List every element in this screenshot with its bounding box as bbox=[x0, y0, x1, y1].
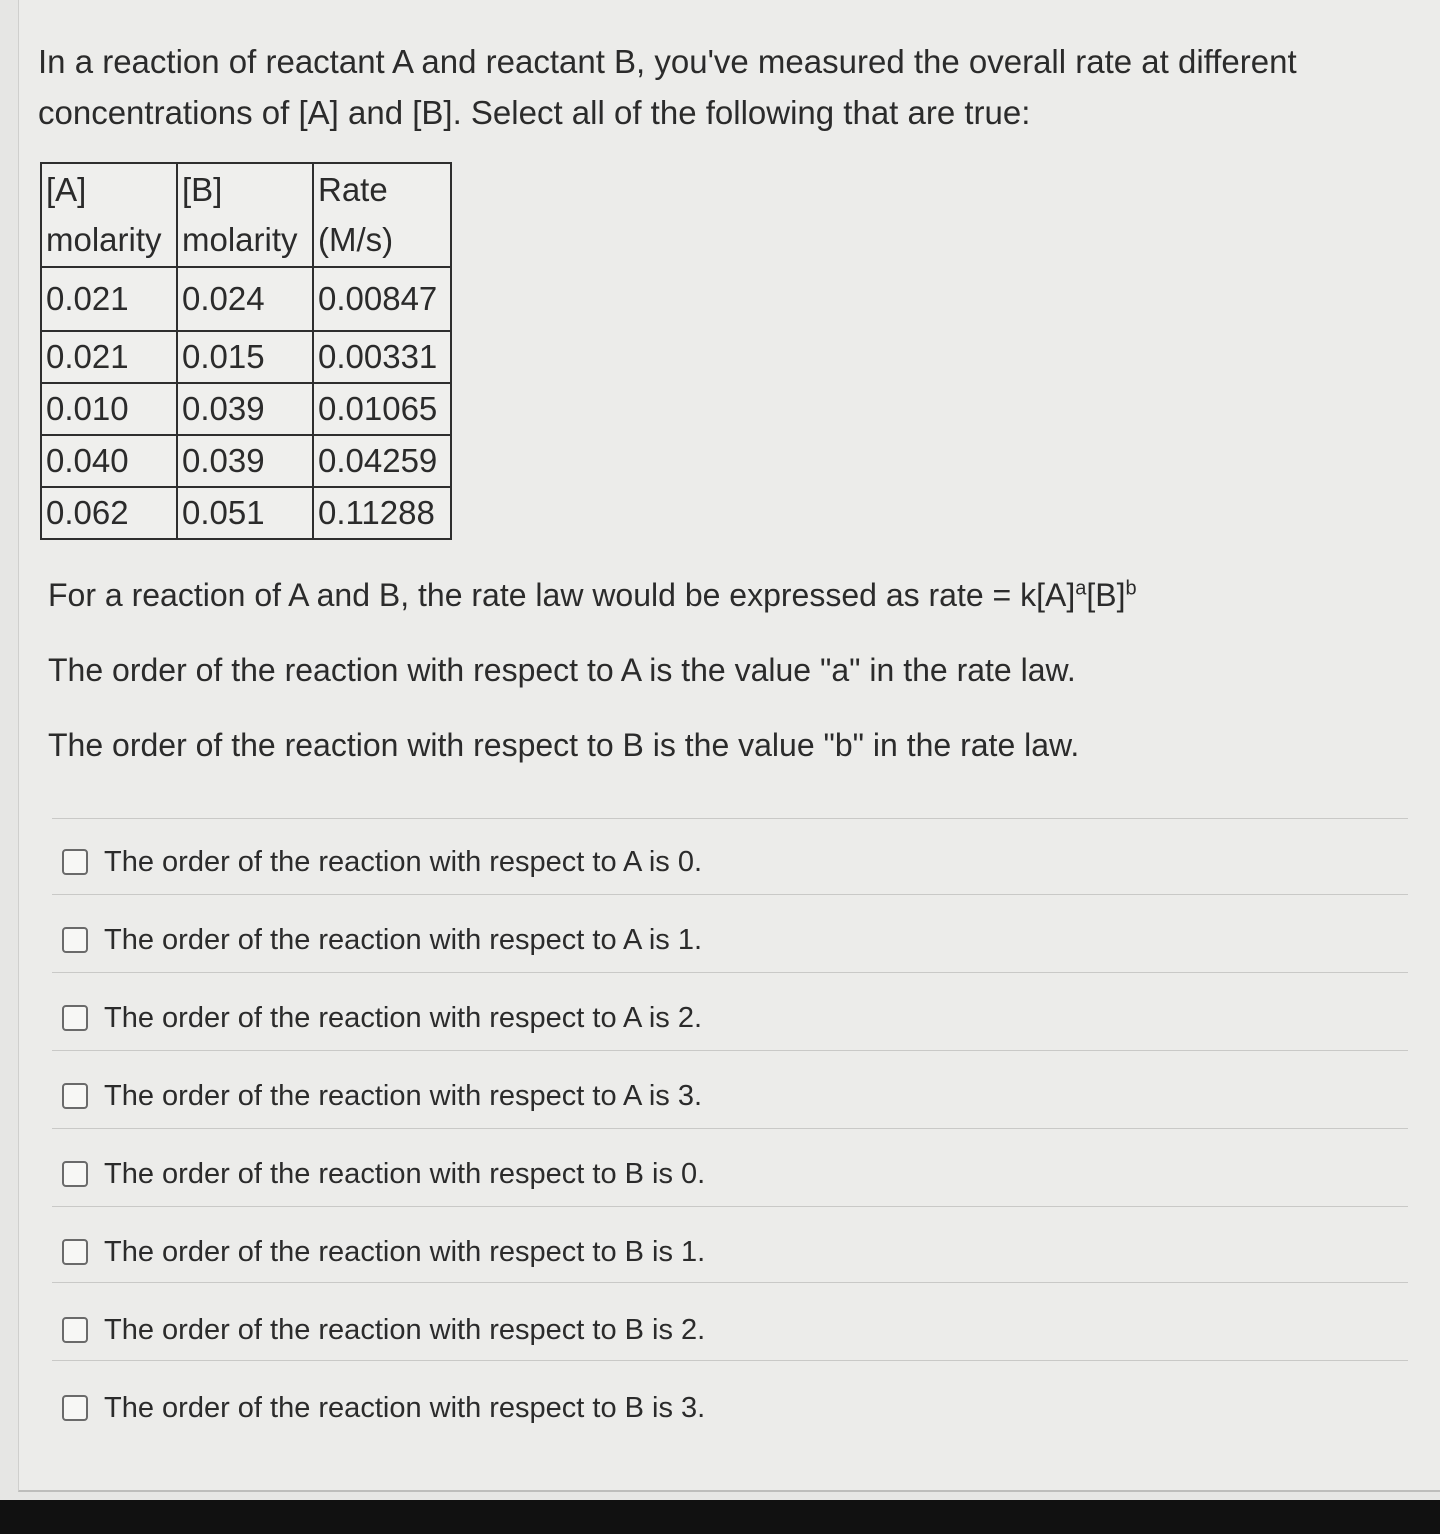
table-cell: 0.062 bbox=[41, 487, 177, 539]
option-label: The order of the reaction with respect to A is 1. bbox=[104, 923, 703, 956]
header-unit: (M/s) bbox=[318, 221, 394, 258]
table-cell: 0.040 bbox=[41, 435, 177, 487]
exponent-a: a bbox=[1075, 577, 1087, 600]
monitor-bezel bbox=[0, 1500, 1440, 1534]
table-cell: 0.01065 bbox=[313, 383, 451, 435]
checkbox[interactable] bbox=[62, 1161, 88, 1187]
option-label: The order of the reaction with respect to A is 3. bbox=[104, 1079, 703, 1112]
concentration-rate-table bbox=[40, 162, 452, 540]
table-cell: 0.015 bbox=[177, 331, 313, 383]
checkbox[interactable] bbox=[62, 927, 88, 953]
option-label: The order of the reaction with respect to B is 2. bbox=[104, 1313, 706, 1346]
table-cell: 0.00331 bbox=[313, 331, 451, 383]
question-line-1: In a reaction of reactant A and reactant B, you've measured the overall rate at different bbox=[38, 43, 1297, 80]
checkbox[interactable] bbox=[62, 1395, 88, 1421]
table-row bbox=[41, 267, 451, 331]
divider bbox=[52, 972, 1408, 973]
header-a-molarity bbox=[41, 163, 177, 267]
divider bbox=[52, 1050, 1408, 1051]
table-header-row bbox=[41, 163, 451, 267]
option-label: The order of the reaction with respect to B is 3. bbox=[104, 1391, 706, 1424]
checkbox[interactable] bbox=[62, 1317, 88, 1343]
rate-law-mid: [B] bbox=[1086, 577, 1126, 613]
order-a-text: The order of the reaction with respect to A is the value "a" in the rate law. bbox=[48, 652, 1076, 688]
checkbox[interactable] bbox=[62, 1005, 88, 1031]
table-row bbox=[41, 331, 451, 383]
table-cell: 0.051 bbox=[177, 487, 313, 539]
divider bbox=[52, 1206, 1408, 1207]
divider bbox=[52, 1282, 1408, 1283]
table-row bbox=[41, 383, 451, 435]
divider bbox=[52, 818, 1408, 819]
option-a-order-0[interactable] bbox=[62, 842, 702, 882]
checkbox[interactable] bbox=[62, 1239, 88, 1265]
order-b-text: The order of the reaction with respect to B is the value "b" in the rate law. bbox=[48, 727, 1080, 763]
checkbox[interactable] bbox=[62, 849, 88, 875]
table-cell: 0.04259 bbox=[313, 435, 451, 487]
divider bbox=[52, 1360, 1408, 1361]
exponent-b: b bbox=[1125, 577, 1137, 600]
table-cell: 0.11288 bbox=[313, 487, 451, 539]
rate-law-prefix: For a reaction of A and B, the rate law would be expressed as rate = k[A] bbox=[48, 577, 1076, 613]
option-b-order-3[interactable] bbox=[62, 1388, 705, 1428]
header-b-molarity bbox=[177, 163, 313, 267]
header-unit: molarity bbox=[46, 221, 162, 258]
rate-law-text bbox=[48, 577, 1137, 614]
table-cell: 0.010 bbox=[41, 383, 177, 435]
table-cell: 0.039 bbox=[177, 383, 313, 435]
option-label: The order of the reaction with respect to B is 1. bbox=[104, 1235, 706, 1268]
question-text bbox=[38, 36, 1378, 138]
option-b-order-0[interactable] bbox=[62, 1154, 705, 1194]
table-row bbox=[41, 487, 451, 539]
table-cell: 0.021 bbox=[41, 267, 177, 331]
question-line-2: concentrations of [A] and [B]. Select all of the following that are true: bbox=[38, 94, 1031, 131]
option-label: The order of the reaction with respect to B is 0. bbox=[104, 1157, 706, 1190]
table-row bbox=[41, 435, 451, 487]
divider bbox=[52, 894, 1408, 895]
option-label: The order of the reaction with respect to A is 0. bbox=[104, 845, 703, 878]
divider bbox=[52, 1128, 1408, 1129]
option-b-order-2[interactable] bbox=[62, 1310, 705, 1350]
table-cell: 0.024 bbox=[177, 267, 313, 331]
table-cell: 0.039 bbox=[177, 435, 313, 487]
header-label: Rate bbox=[318, 171, 388, 208]
option-b-order-1[interactable] bbox=[62, 1232, 705, 1272]
option-a-order-1[interactable] bbox=[62, 920, 702, 960]
header-rate bbox=[313, 163, 451, 267]
table-cell: 0.00847 bbox=[313, 267, 451, 331]
header-unit: molarity bbox=[182, 221, 298, 258]
option-a-order-3[interactable] bbox=[62, 1076, 702, 1116]
option-a-order-2[interactable] bbox=[62, 998, 702, 1038]
table-cell: 0.021 bbox=[41, 331, 177, 383]
header-label: [A] bbox=[46, 171, 87, 208]
header-label: [B] bbox=[182, 171, 223, 208]
checkbox[interactable] bbox=[62, 1083, 88, 1109]
option-label: The order of the reaction with respect to A is 2. bbox=[104, 1001, 703, 1034]
